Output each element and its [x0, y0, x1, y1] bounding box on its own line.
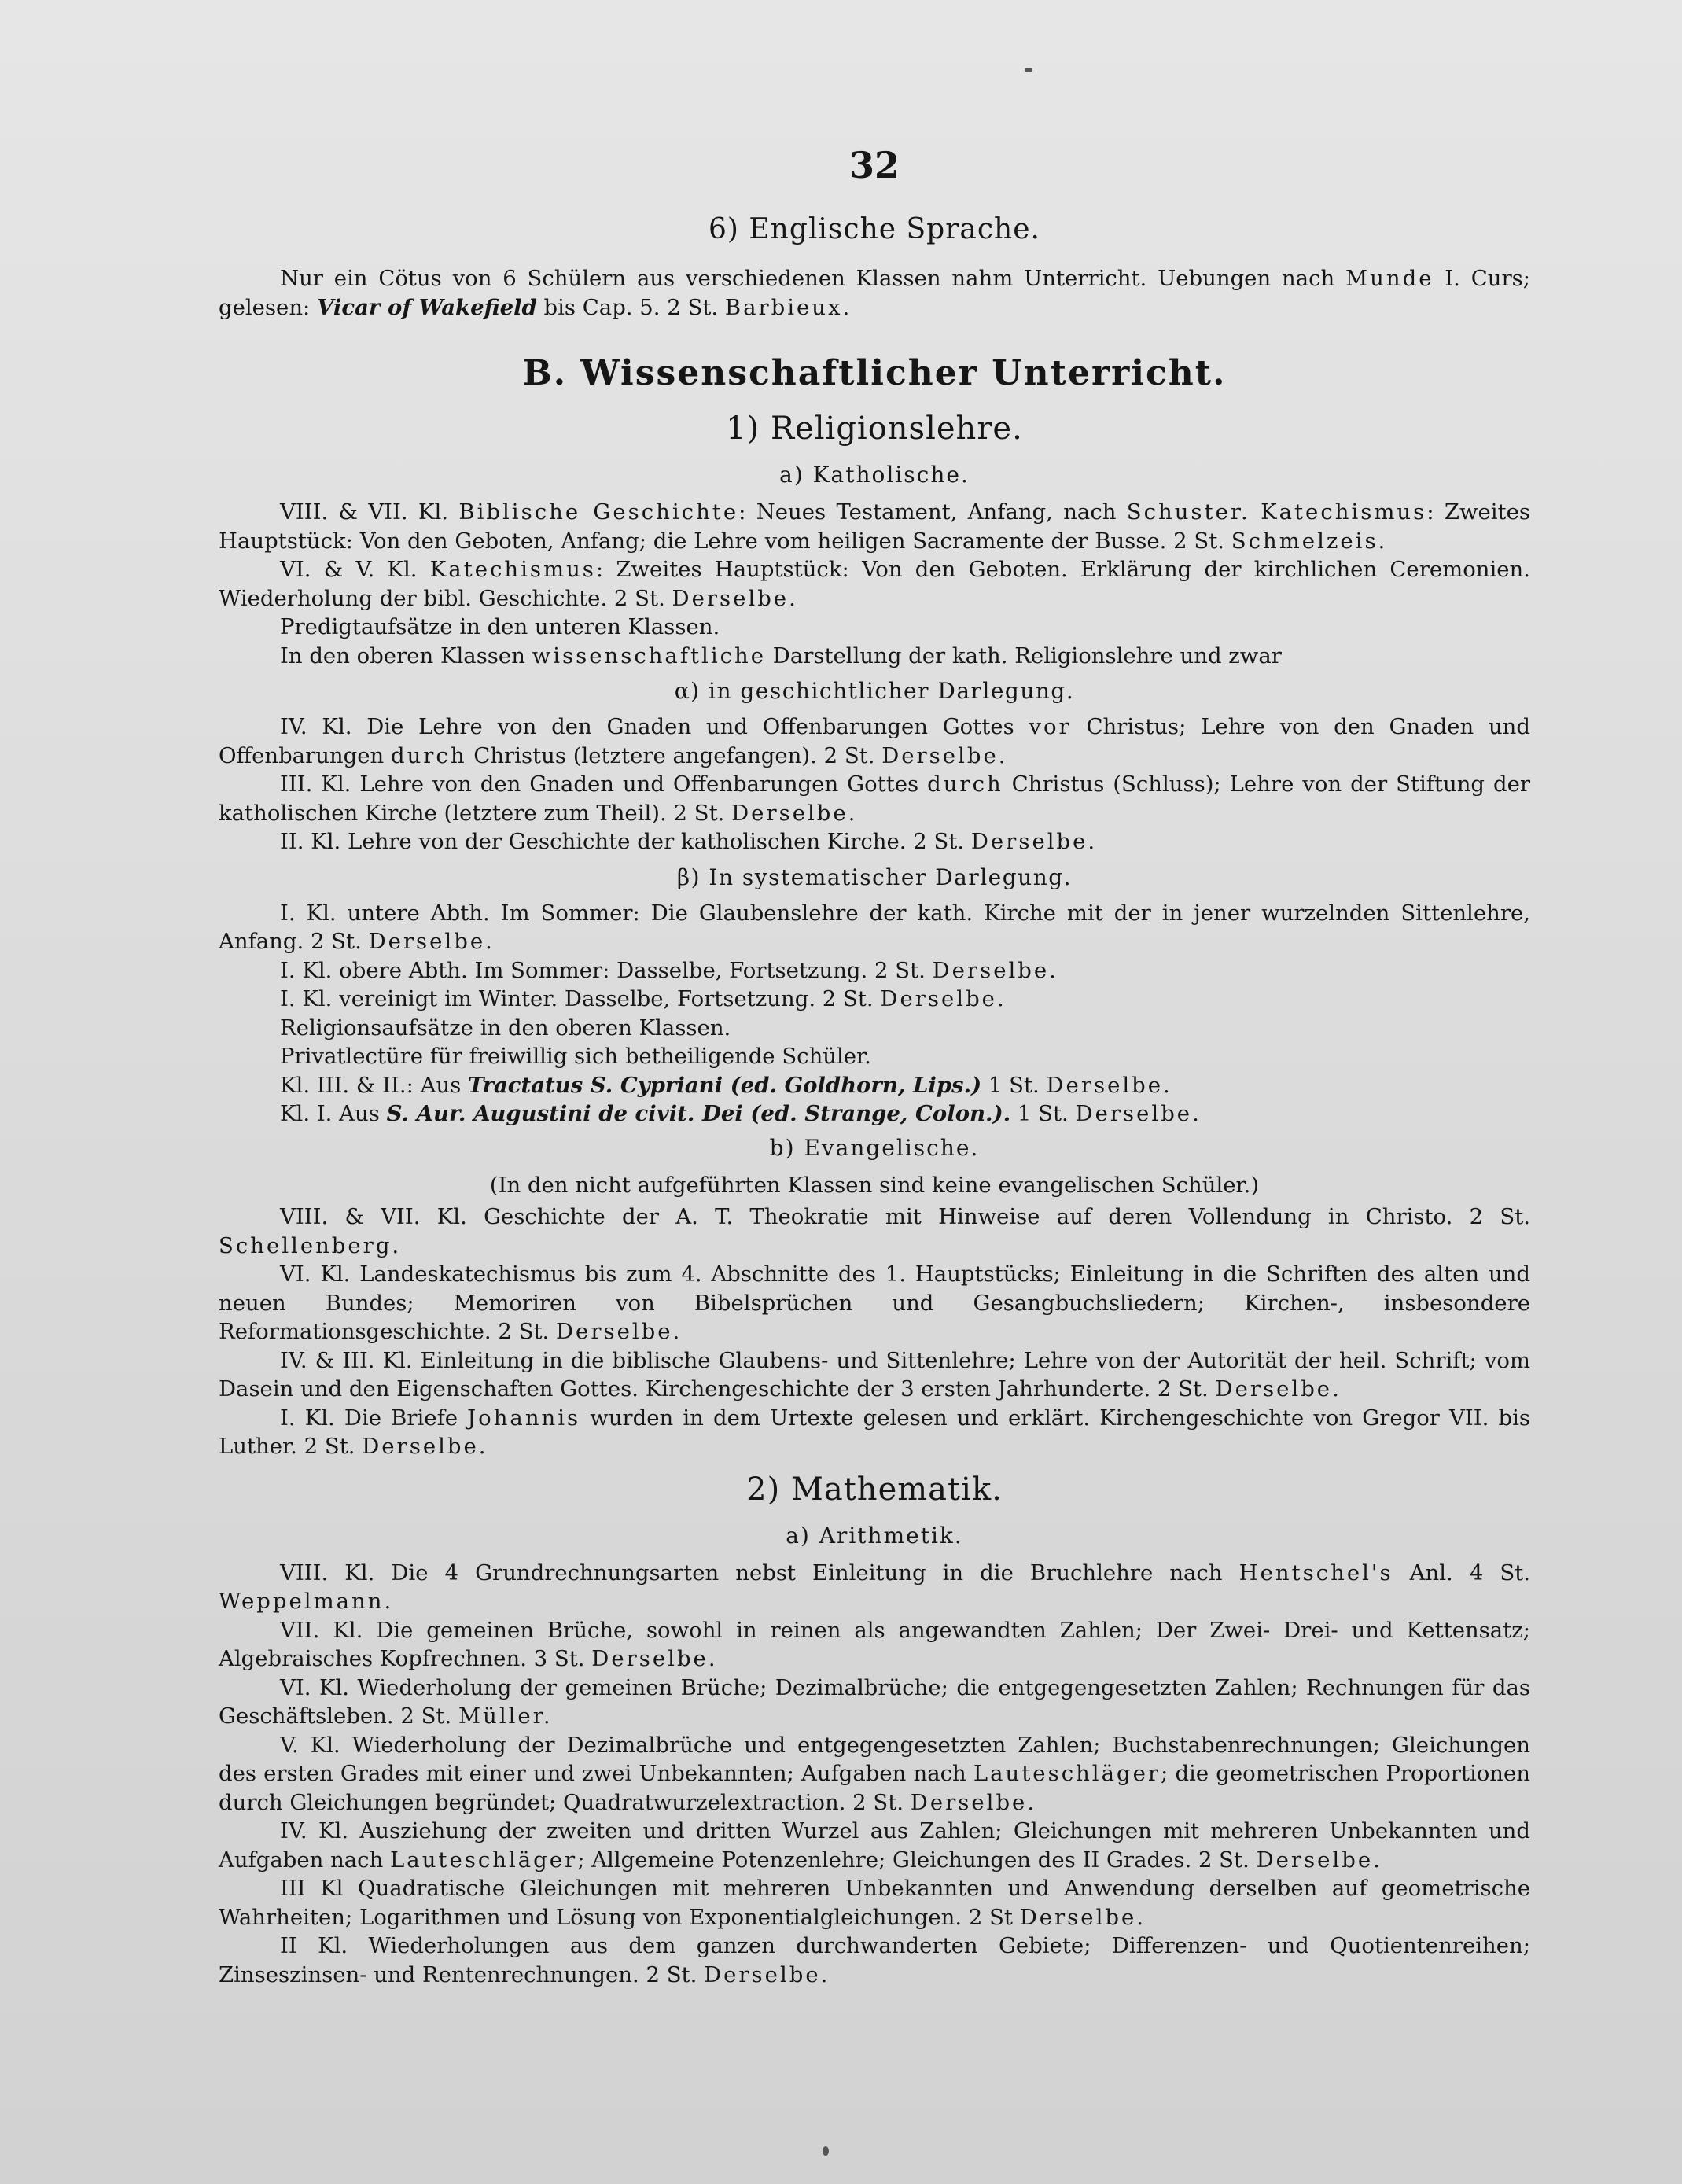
evangelisch-heading: b) Evangelische.	[769, 1134, 980, 1161]
kath-line-i-winter: I. Kl. vereinigt im Winter. Dasselbe, Fortsetzung. 2 St. Derselbe.	[280, 986, 1007, 1011]
alpha-heading: α) in geschichtlicher Darlegung.	[674, 678, 1075, 704]
mathematik-heading: 2) Mathematik.	[746, 1471, 1003, 1508]
evang-paragraph-vi: VI. Kl. Landeskatechismus bis zum 4. Abschnitte des 1. Hauptstücks; Einleitung in die Schriften des alten und neuen Bundes; Memoriren von Bibelsprüchen und Gesangbuchsliedern; Kirchen-, insbesondere Reformationsgeschichte. 2 St. Derselbe.	[219, 1261, 1530, 1344]
kath-line-cypriani: Kl. III. & II.: Aus Tractatus S. Cypriani (ed. Goldhorn, Lips.) 1 St. Derselbe.	[280, 1072, 1172, 1098]
kath-line-privatlectuere: Privatlectüre für freiwillig sich betheiligende Schüler.	[280, 1044, 871, 1069]
arith-paragraph-iii: III Kl Quadratische Gleichungen mit mehreren Unbekannten und Anwendung derselben auf geometrische Wahrheiten; Logarithmen und Lösung von Exponentialgleichungen. 2 St Derselbe.	[219, 1876, 1530, 1930]
evang-paragraph-i: I. Kl. Die Briefe Johannis wurden in dem Urtexte gelesen und erklärt. Kirchengeschichte von Gregor VII. bis Luther. 2 St. Derselbe.	[219, 1405, 1530, 1459]
arithmetik-heading: a) Arithmetik.	[786, 1522, 963, 1549]
kath-paragraph-vi-v: VI. & V. Kl. Katechismus: Zweites Hauptstück: Von den Geboten. Erklärung der kirchlichen Ceremonien. Wiederholung der bibl. Geschichte. 2 St. Derselbe.	[219, 557, 1530, 611]
arith-paragraph-viii: VIII. Kl. Die 4 Grundrechnungsarten nebst Einleitung in die Bruchlehre nach Hentschel's Anl. 4 St. Weppelmann.	[219, 1560, 1530, 1614]
kath-line-i-obere: I. Kl. obere Abth. Im Sommer: Dasselbe, Fortsetzung. 2 St. Derselbe.	[280, 957, 1058, 983]
evang-paragraph-iv-iii: IV. & III. Kl. Einleitung in die biblische Glaubens- und Sittenlehre; Lehre von der Autorität der heil. Schrift; vom Dasein und den Eigenschaften Gottes. Kirchengeschichte der 3 ersten Jahrhunderte. 2 St. Derselbe.	[219, 1347, 1530, 1401]
arith-paragraph-vi: VI. Kl. Wiederholung der gemeinen Brüche; Dezimalbrüche; die entgegengesetzten Zahlen; Rechnungen für das Geschäftsleben. 2 St. Müller.	[219, 1674, 1530, 1729]
kath-line-augustini: Kl. I. Aus S. Aur. Augustini de civit. Dei (ed. Strange, Colon.). 1 St. Derselbe.	[280, 1101, 1202, 1126]
kath-paragraph-i-untere: I. Kl. untere Abth. Im Sommer: Die Glaubenslehre der kath. Kirche mit der in jener wurzelnden Sittenlehre, Anfang. 2 St. Derselbe.	[219, 900, 1530, 954]
page-content	[219, 142, 1530, 1989]
religion-heading: 1) Religionslehre.	[726, 411, 1023, 447]
arith-paragraph-iv: IV. Kl. Ausziehung der zweiten und dritten Wurzel aus Zahlen; Gleichungen mit mehreren Unbekannten und Aufgaben nach Lauteschläger; Allgemeine Potenzenlehre; Gleichungen des II Grades. 2 St. Derselbe.	[219, 1818, 1530, 1873]
evangelisch-note: (In den nicht aufgeführten Klassen sind keine evangelischen Schüler.)	[489, 1172, 1260, 1198]
kath-line-oberen: In den oberen Klassen wissenschaftliche Darstellung der kath. Religionslehre und zwar	[280, 643, 1282, 668]
print-speck	[1025, 68, 1032, 72]
kath-line-predigt: Predigtaufsätze in den unteren Klassen.	[280, 614, 720, 639]
kath-paragraph-viii-vii: VIII. & VII. Kl. Biblische Geschichte: Neues Testament, Anfang, nach Schuster. Katechismus: Zweites Hauptstück: Von den Geboten, Anfang; die Lehre vom heiligen Sacramente der Busse. 2 St. Schmelzeis.	[219, 499, 1530, 554]
section-b-heading: B. Wissenschaftlicher Unterricht.	[522, 353, 1227, 393]
beta-heading: β) In systematischer Darlegung.	[676, 864, 1073, 890]
arith-paragraph-v: V. Kl. Wiederholung der Dezimalbrüche und entgegengesetzten Zahlen; Buchstabenrechnungen; Gleichungen des ersten Grades mit einer und zwei Unbekannten; Aufgaben nach Lauteschläger; die geometrischen Proportionen durch Gleichungen begründet; Quadratwurzelextraction. 2 St. Derselbe.	[219, 1732, 1531, 1815]
arith-paragraph-ii: II Kl. Wiederholungen aus dem ganzen durchwanderten Gebiete; Differenzen- und Quotientenreihen; Zinseszinsen- und Rentenrechnungen. 2 St. Derselbe.	[219, 1933, 1530, 1987]
katholisch-heading: a) Katholische.	[779, 462, 970, 488]
english-heading: 6) Englische Sprache.	[709, 213, 1040, 245]
kath-paragraph-iv: IV. Kl. Die Lehre von den Gnaden und Offenbarungen Gottes vor Christus; Lehre von den Gnaden und Offenbarungen durch Christus (letztere angefangen). 2 St. Derselbe.	[219, 714, 1530, 768]
english-paragraph: Nur ein Cötus von 6 Schülern aus verschiedenen Klassen nahm Unterricht. Uebungen nach Munde I. Curs; gelesen: Vicar of Wakefield bis Cap. 5. 2 St. Barbieux.	[219, 266, 1530, 320]
kath-line-ii: II. Kl. Lehre von der Geschichte der katholischen Kirche. 2 St. Derselbe.	[280, 829, 1098, 854]
kath-paragraph-iii: III. Kl. Lehre von den Gnaden und Offenbarungen Gottes durch Christus (Schluss); Lehre von der Stiftung der katholischen Kirche (letztere zum Theil). 2 St. Derselbe.	[219, 772, 1530, 826]
arith-paragraph-vii: VII. Kl. Die gemeinen Brüche, sowohl in reinen als angewandten Zahlen; Der Zwei- Drei- und Kettensatz; Algebraisches Kopfrechnen. 3 St. Derselbe.	[219, 1617, 1530, 1671]
page-number: 32	[848, 144, 900, 186]
kath-line-aufsaetze: Religionsaufsätze in den oberen Klassen.	[280, 1015, 731, 1040]
print-speck	[823, 2146, 829, 2156]
evang-paragraph-viii-vii: VIII. & VII. Kl. Geschichte der A. T. Theokratie mit Hinweise auf deren Vollendung in Christo. 2 St. Schellenberg.	[219, 1204, 1530, 1258]
